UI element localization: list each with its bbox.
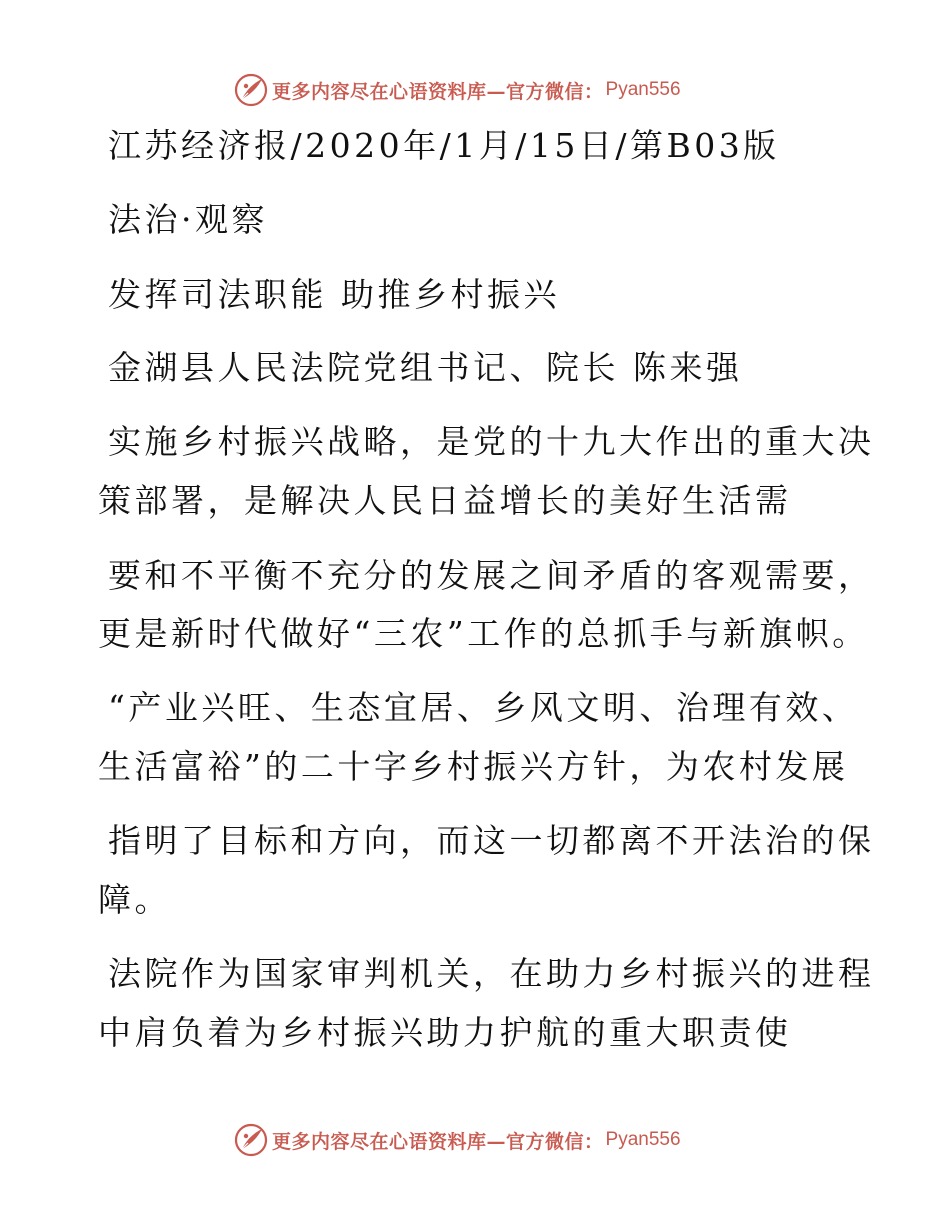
quill-logo-icon xyxy=(234,73,268,107)
body-line: 障。 xyxy=(98,880,171,919)
body-line: 指明了目标和方向，而这一切都离不开法治的保 xyxy=(108,821,875,860)
body-line: 生活富裕”的二十字乡村振兴方针，为农村发展 xyxy=(98,747,849,786)
body-line: 实施乡村振兴战略，是党的十九大作出的重大决 xyxy=(108,422,875,461)
watermark-handle: Pyan556 xyxy=(605,1129,681,1150)
article-source: 江苏经济报/2020年/1月/15日/第B03版 xyxy=(108,126,780,165)
watermark-footer xyxy=(234,1122,681,1158)
body-line: 策部署，是解决人民日益增长的美好生活需 xyxy=(98,481,792,520)
article-column: 法治·观察 xyxy=(108,200,268,239)
quill-logo-icon xyxy=(234,1123,268,1157)
watermark-header xyxy=(234,72,681,108)
body-line: 法院作为国家审判机关，在助力乡村振兴的进程 xyxy=(108,954,875,993)
article-title: 发挥司法职能 助推乡村振兴 xyxy=(108,275,560,314)
watermark-text: 更多内容尽在心语资料库—官方微信： xyxy=(272,1130,604,1153)
article-author: 金湖县人民法院党组书记、院长 陈来强 xyxy=(108,348,743,387)
body-line: 中肩负着为乡村振兴助力护航的重大职责使 xyxy=(98,1013,792,1052)
watermark-handle: Pyan556 xyxy=(605,79,681,100)
body-line: “产业兴旺、生态宜居、乡风文明、治理有效、 xyxy=(108,688,859,727)
body-line: 更是新时代做好“三农”工作的总抓手与新旗帜。 xyxy=(98,614,869,653)
body-line: 要和不平衡不充分的发展之间矛盾的客观需要， xyxy=(108,556,875,595)
watermark-text: 更多内容尽在心语资料库—官方微信： xyxy=(272,80,604,103)
